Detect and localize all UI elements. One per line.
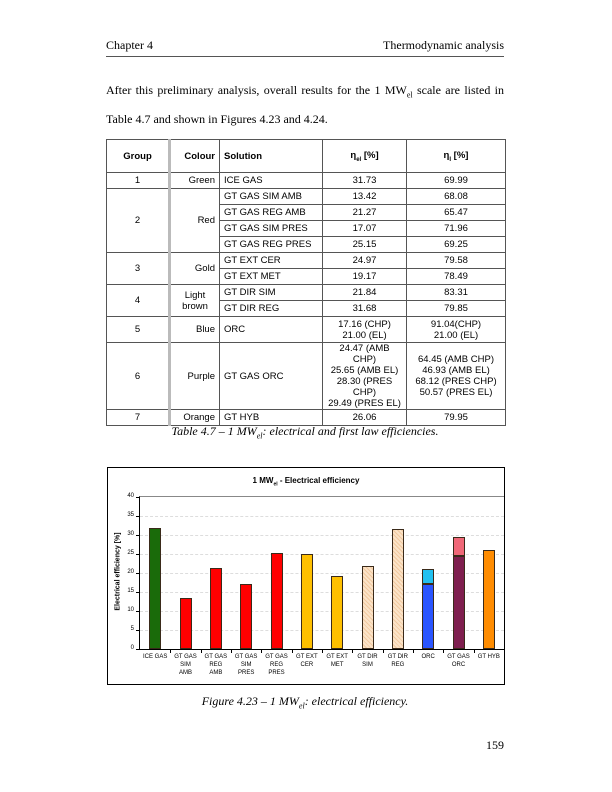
table-row (107, 343, 506, 410)
cell-group: 3 (107, 253, 170, 285)
cell-eta-i: 64.45 (AMB CHP) 46.93 (AMB EL) 68.12 (PRES CHP) 50.57 (PRES EL) (407, 343, 506, 410)
cell-solution: ORC (220, 317, 323, 343)
paragraph-text: After this preliminary analysis, overall results for the 1 MW (106, 83, 407, 97)
cell-group: 2 (107, 189, 170, 253)
cell-group: 5 (107, 317, 170, 343)
cell-solution: GT DIR SIM (220, 285, 323, 301)
cell-colour: Gold (170, 253, 220, 285)
cell-eta-el: 21.84 (323, 285, 407, 301)
gridline (140, 554, 504, 555)
cell-colour: Green (170, 173, 220, 189)
cell-solution: GT HYB (220, 410, 323, 426)
cell-colour: Blue (170, 317, 220, 343)
x-tick-label: GT DIR SIM (357, 654, 378, 668)
cell-colour: Orange (170, 410, 220, 426)
figure-caption: Figure 4.23 – 1 $MW_{el}$: electrical efficiency. (201, 694, 409, 711)
bar (483, 550, 495, 649)
cell-eta-i: 71.96 (407, 221, 506, 237)
x-tick-label: GT EXT MET (326, 654, 348, 668)
cell-solution: GT DIR REG (220, 301, 323, 317)
cell-eta-el: 17.16 (CHP) 21.00 (EL) (323, 317, 407, 343)
gridline (140, 630, 504, 631)
bar-increment (453, 537, 465, 556)
y-tick-label: 40 (127, 493, 134, 499)
gridline (140, 573, 504, 574)
cell-solution: GT GAS ORC (220, 343, 323, 410)
cell-colour: Red (170, 189, 220, 253)
x-tick-label: ORC (421, 654, 435, 660)
y-tick-label: 35 (127, 512, 134, 518)
y-tick-mark (136, 611, 140, 612)
bar (149, 528, 161, 649)
bar (392, 529, 404, 649)
cell-eta-i: 68.08 (407, 189, 506, 205)
table-header-row (107, 140, 506, 173)
cell-solution: GT EXT CER (220, 253, 323, 269)
gridline (140, 535, 504, 536)
section-label: Thermodynamic analysis (383, 38, 504, 52)
cell-eta-el: 24.97 (323, 253, 407, 269)
y-tick-mark (136, 630, 140, 631)
cell-eta-el: 24.47 (AMB CHP) 25.65 (AMB EL) 28.30 (PRES CHP) 29.49 (PRES EL) (323, 343, 407, 410)
cell-eta-el: 31.68 (323, 301, 407, 317)
cell-solution: ICE GAS (220, 173, 323, 189)
efficiency-table (106, 139, 506, 426)
x-tick-label: GT GAS SIM AMB (174, 654, 197, 676)
cell-solution: GT EXT MET (220, 269, 323, 285)
y-tick-label: 0 (130, 645, 134, 651)
body-paragraph (106, 78, 504, 131)
table-caption: Table 4.7 – 1 $MW_{el}$: electrical and first law efficiencies. (171, 424, 439, 441)
table-row (107, 253, 506, 269)
paragraph-subscript: el (406, 90, 413, 100)
cell-solution: GT GAS SIM PRES (220, 221, 323, 237)
x-tick-label: GT DIR REG (387, 654, 408, 668)
y-tick-label: 25 (127, 550, 134, 556)
header-rule (106, 56, 504, 57)
cell-colour: Light brown (170, 285, 220, 317)
bar (210, 568, 222, 649)
cell-solution: GT GAS REG PRES (220, 237, 323, 253)
cell-eta-i: 83.31 (407, 285, 506, 301)
cell-eta-el: 17.07 (323, 221, 407, 237)
gridline (140, 516, 504, 517)
bar-increment (422, 569, 434, 584)
cell-eta-el: 31.73 (323, 173, 407, 189)
cell-group: 6 (107, 343, 170, 410)
cell-eta-el: 21.27 (323, 205, 407, 221)
cell-eta-i: 79.85 (407, 301, 506, 317)
cell-eta-i: 79.58 (407, 253, 506, 269)
bar-chart (107, 467, 505, 685)
bar (453, 556, 465, 649)
cell-eta-el: 19.17 (323, 269, 407, 285)
bar (180, 598, 192, 649)
table-row (107, 173, 506, 189)
y-axis-label: Electrical efficiency [%] (114, 532, 122, 611)
bar (301, 554, 313, 649)
cell-group: 7 (107, 410, 170, 426)
y-tick-mark (136, 573, 140, 574)
bar (331, 576, 343, 649)
bar (240, 584, 252, 649)
bar (422, 584, 434, 649)
header-colour: Colour (170, 140, 220, 173)
cell-eta-i: 69.99 (407, 173, 506, 189)
x-tick-label: GT EXT CER (296, 654, 318, 668)
cell-group: 1 (107, 173, 170, 189)
page-number: 159 (486, 738, 504, 752)
table-row (107, 189, 506, 205)
x-tick-label: GT GAS REG AMB (204, 654, 228, 676)
plot-area (127, 493, 504, 676)
y-tick-mark (136, 592, 140, 593)
y-tick-label: 30 (127, 531, 134, 537)
header-eta-i: $\eta_I$ [%] (407, 140, 506, 173)
cell-eta-el: 13.42 (323, 189, 407, 205)
cell-eta-i: 79.95 (407, 410, 506, 426)
x-tick-label: GT GAS REG PRES (265, 654, 288, 676)
y-tick-mark (136, 535, 140, 536)
bar (362, 566, 374, 649)
gridline (140, 592, 504, 593)
x-tick-label: GT HYB (477, 654, 500, 660)
cell-eta-i: 78.49 (407, 269, 506, 285)
table-row (107, 285, 506, 301)
chart-title: 1 $MW_{el}$ - Electrical efficiency (252, 476, 360, 488)
y-tick-label: 10 (127, 607, 134, 613)
y-tick-label: 5 (130, 626, 134, 632)
cell-eta-el: 26.06 (323, 410, 407, 426)
cell-eta-i: 91.04(CHP) 21.00 (EL) (407, 317, 506, 343)
x-tick-label: GT GAS SIM PRES (234, 654, 258, 676)
bar (271, 553, 283, 649)
x-tick-label: ICE GAS (142, 654, 168, 660)
chapter-label: Chapter 4 (106, 38, 153, 52)
gridline (140, 611, 504, 612)
header-solution: Solution (220, 140, 323, 173)
table-row (107, 317, 506, 343)
y-tick-mark (136, 649, 140, 650)
y-tick-mark (136, 497, 140, 498)
cell-eta-i: 69.25 (407, 237, 506, 253)
x-tick-label: GT GAS ORC (447, 654, 470, 668)
cell-eta-i: 65.47 (407, 205, 506, 221)
y-tick-mark (136, 516, 140, 517)
cell-solution: GT GAS SIM AMB (220, 189, 323, 205)
cell-group: 4 (107, 285, 170, 317)
cell-colour: Purple (170, 343, 220, 410)
y-tick-mark (136, 554, 140, 555)
y-tick-label: 15 (127, 588, 134, 594)
header-eta-el: $\eta_{el}$ [%] (323, 140, 407, 173)
y-tick-label: 20 (127, 569, 134, 575)
header-group: Group (107, 140, 170, 173)
cell-solution: GT GAS REG AMB (220, 205, 323, 221)
paragraph-text-end: scale are listed in Table 4.7 and shown in Figures 4.23 and 4.24. (106, 83, 505, 127)
cell-eta-el: 25.15 (323, 237, 407, 253)
